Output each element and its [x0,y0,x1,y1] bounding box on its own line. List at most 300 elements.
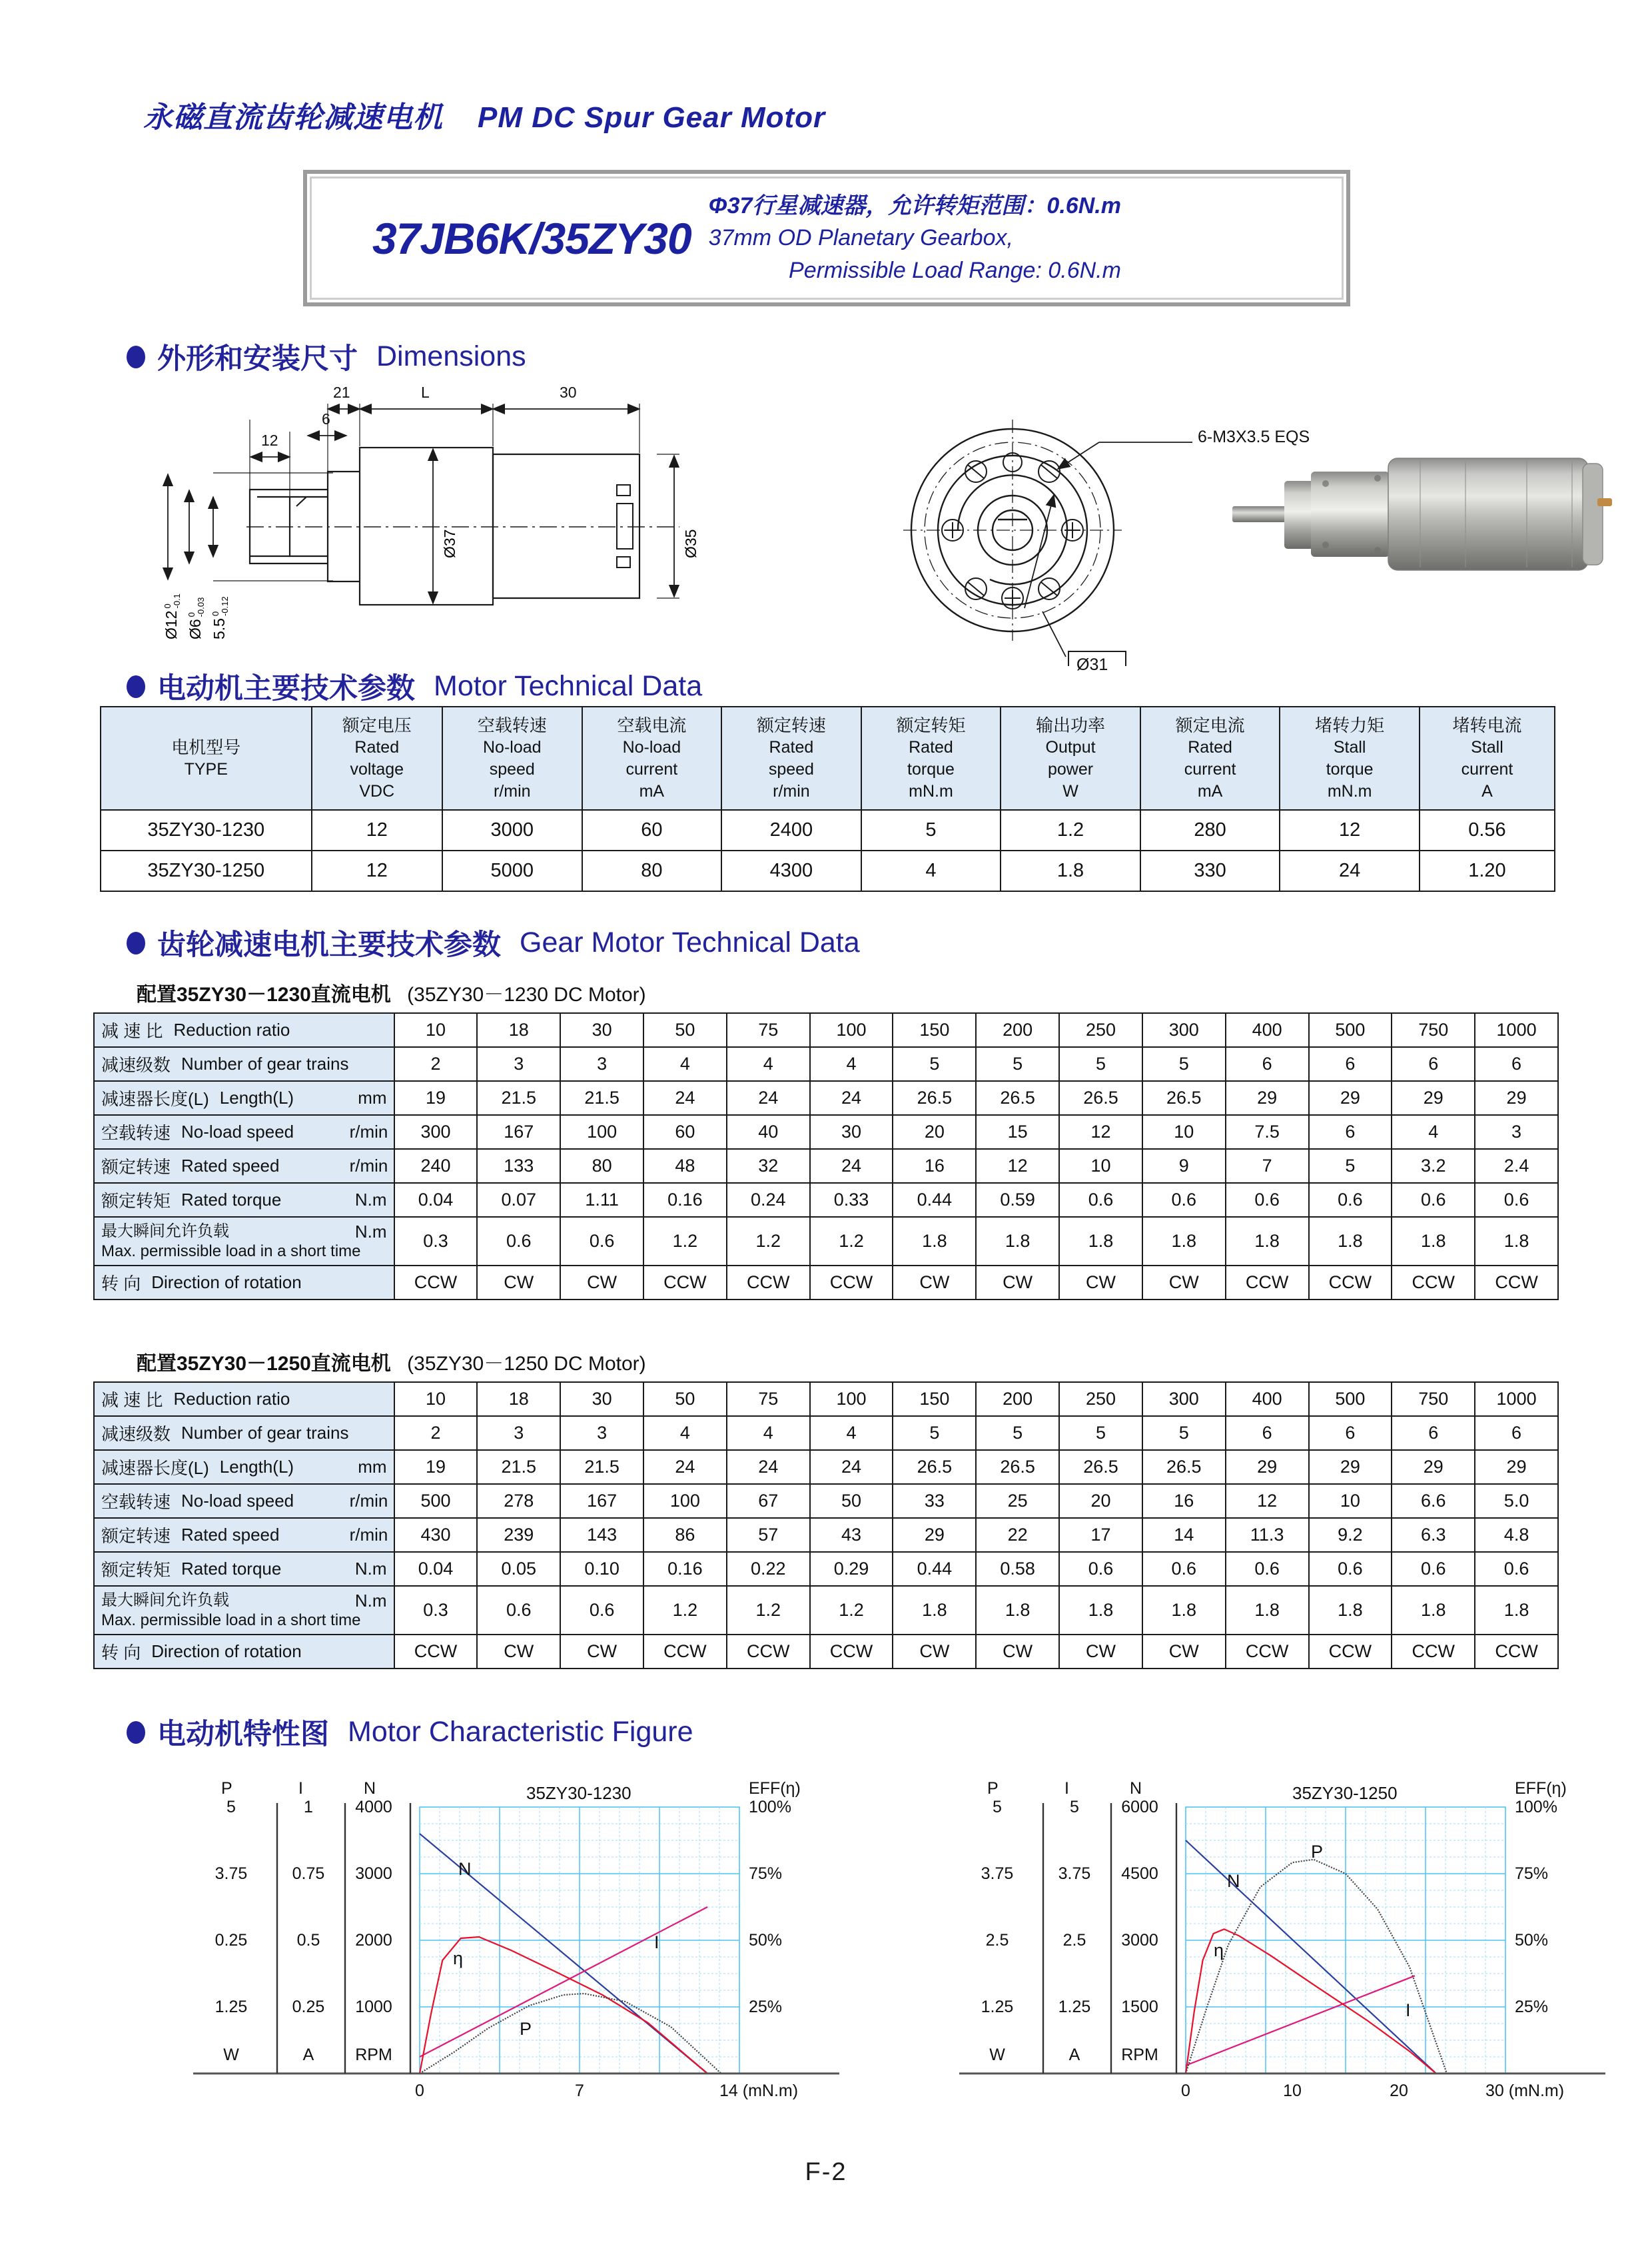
dim-tol55-bot: -0.12 [219,596,230,617]
table-cell: 0.6 [477,1217,560,1266]
table-cell: 300 [394,1115,478,1149]
table-cell: 100 [560,1115,643,1149]
table-cell: 0.10 [560,1552,643,1586]
table-cell: 4 [727,1047,810,1081]
table-cell: 1.2 [810,1217,893,1266]
table-cell: 5 [1142,1047,1226,1081]
gear-row-label-cn: 最大瞬间允许负载 [101,1591,229,1610]
gear-row-label [94,1484,394,1518]
table-cell: 10 [1142,1115,1226,1149]
table-cell: 0.22 [727,1552,810,1586]
table-cell: 1.8 [1142,1586,1226,1635]
table-cell: 0.04 [394,1552,478,1586]
table-cell: 1.2 [643,1217,727,1266]
table-cell: 0.6 [1309,1552,1392,1586]
motor-photo [1226,400,1625,639]
dim-label-L: L [421,384,430,401]
table-cell: CCW [1475,1635,1558,1669]
table-cell: 200 [976,1013,1059,1047]
table-cell: 32 [727,1149,810,1183]
table-cell: 5 [976,1047,1059,1081]
table-cell: CCW [643,1635,727,1669]
table-cell: 80 [560,1149,643,1183]
gear-caption-cn-0: 配置35ZY30－1230直流电机 [137,984,391,1006]
table-row [101,810,1555,851]
section-heading-motor-data [127,666,702,707]
table-cell: 6 [1475,1416,1558,1450]
dim-label-55: 5.5 [210,618,228,639]
table-cell: 0.6 [1475,1183,1558,1217]
dim-tol12-bot: -0.1 [171,593,182,609]
table-cell: 10 [394,1382,478,1416]
axis-name-P: P [987,1779,999,1798]
page-number: F-2 [805,2158,847,2186]
header-en: Stall [1333,738,1366,757]
table-cell: 0.6 [1392,1552,1475,1586]
x-tick-0: 0 [415,2081,424,2100]
chart-title: 35ZY30-1250 [1292,1783,1398,1803]
table-cell: 1.8 [1475,1586,1558,1635]
table-cell: 26.5 [976,1081,1059,1115]
table-cell: 16 [1142,1484,1226,1518]
table-cell: 239 [477,1518,560,1552]
table-cell: 0.44 [893,1183,976,1217]
gear-row-label [94,1518,394,1552]
table-row [94,1586,1558,1635]
table-cell: 5 [1059,1047,1142,1081]
gear-row-label-cn: 减 速 比 [101,1021,163,1041]
header-en: TYPE [184,760,228,779]
table-cell: CW [1059,1635,1142,1669]
header-en: Rated [909,738,953,757]
table-cell: 400 [1226,1382,1309,1416]
table-cell: 1.8 [1309,1217,1392,1266]
table-cell: 24 [727,1081,810,1115]
motor-table-header-5 [861,707,1001,810]
table-cell: 6 [1309,1115,1392,1149]
section-heading-characteristic [127,1712,693,1752]
model-code: 37JB6K/35ZY30 [372,213,691,263]
table-cell: 1.2 [727,1217,810,1266]
table-cell: 6 [1309,1047,1392,1081]
axis-tick-N-2: 3000 [1121,1931,1158,1950]
table-cell: 1.2 [1001,810,1140,851]
gear-row-label-cn: 最大瞬间允许负载 [101,1222,229,1241]
table-cell: 1.8 [976,1586,1059,1635]
table-cell: 29 [1475,1450,1558,1484]
table-cell: 12 [1059,1115,1142,1149]
gear-motor-table-1250 [93,1381,1559,1669]
gear-row-label-cn: 减速级数 [101,1055,171,1075]
table-cell: 0.6 [1475,1552,1558,1586]
table-cell: 1.8 [1059,1586,1142,1635]
table-cell: 21.5 [477,1450,560,1484]
table-cell: 2 [394,1416,478,1450]
gear-row-label-cn: 额定转矩 [101,1191,171,1211]
table-cell: 0.6 [1226,1183,1309,1217]
header-cn: 空载转速 [477,715,547,735]
table-cell: 43 [810,1518,893,1552]
table-cell: 24 [810,1149,893,1183]
table-cell: 60 [582,810,722,851]
table-cell: 1.2 [643,1586,727,1635]
table-cell: CW [477,1266,560,1300]
dim-tol6-top: 0 [187,612,197,617]
gear-row-label [94,1635,394,1669]
gear-row-label-cn: 转 向 [101,1274,141,1294]
table-cell: 5 [976,1416,1059,1450]
gear-row-label-en: Number of gear trains [181,1423,349,1443]
series-label-N: N [1227,1871,1240,1891]
table-cell: 0.3 [394,1586,478,1635]
table-cell: 6 [1226,1416,1309,1450]
table-cell: 17 [1059,1518,1142,1552]
header-en: Rated [769,738,814,757]
dim-label-dia6: Ø6 [187,619,204,639]
axis-name-I: I [298,1779,303,1798]
table-cell: 3 [560,1047,643,1081]
dim-label-30: 30 [560,384,577,401]
header-en: mA [1197,782,1223,801]
gear-row-unit: N.m [354,1591,387,1611]
section-gear-data-en: Gear Motor Technical Data [520,927,860,958]
section-characteristic-en: Motor Characteristic Figure [348,1716,693,1748]
characteristic-chart-1230 [180,1768,846,2141]
table-cell: 6 [1475,1047,1558,1081]
gear-row-unit: mm [358,1088,387,1108]
model-description [709,190,1121,286]
table-cell: 5 [1309,1149,1392,1183]
table-cell: 6 [1309,1416,1392,1450]
dim-label-12: 12 [261,432,278,449]
table-cell: 4 [861,851,1001,891]
table-cell: 29 [893,1518,976,1552]
table-header-row [101,707,1555,810]
bullet-icon [127,932,145,954]
table-cell: 1.8 [1226,1586,1309,1635]
header-en: mA [639,782,665,801]
section-heading-dimensions [127,336,526,377]
gear-row-label-cn: 减速器长度(L) [101,1458,209,1478]
header-cn: 额定电压 [342,715,412,735]
motor-technical-data-table [100,706,1555,892]
table-cell: 50 [643,1013,727,1047]
table-cell: 0.33 [810,1183,893,1217]
gear-row-unit: r/min [349,1525,388,1545]
header-en: r/min [773,782,810,801]
table-cell: 26.5 [893,1081,976,1115]
axis-tick-P-1: 3.75 [981,1864,1014,1883]
table-cell: 10 [1059,1149,1142,1183]
table-cell: CCW [1392,1266,1475,1300]
x-tick-1: 7 [575,2081,584,2100]
gear-row-label-en: No-load speed [181,1491,294,1511]
gear-row-label-en: Length(L) [219,1457,294,1477]
gear-row-unit: mm [358,1457,387,1477]
axis-tick-I-0: 5 [1070,1798,1079,1816]
header-cn: 电机型号 [171,737,241,757]
axis-tick-N-0: 4000 [355,1798,392,1816]
table-cell: 29 [1392,1081,1475,1115]
table-row [94,1047,1558,1081]
table-cell: 0.58 [976,1552,1059,1586]
table-cell: 24 [810,1081,893,1115]
gear-row-label [94,1586,394,1635]
axis-tick-N-0: 6000 [1121,1798,1158,1816]
table-cell: 19 [394,1450,478,1484]
table-cell: 3 [560,1416,643,1450]
x-tick-3: 30 (mN.m) [1485,2081,1565,2100]
table-cell: 150 [893,1382,976,1416]
table-cell: 16 [893,1149,976,1183]
section-dimensions-en: Dimensions [376,340,526,372]
table-cell: 29 [1226,1450,1309,1484]
axis-name-N: N [1130,1779,1142,1798]
motor-table-header-9 [1420,707,1555,810]
header-cn: 额定电流 [1175,715,1245,735]
gear-row-label [94,1217,394,1266]
header-cn: 额定转矩 [896,715,966,735]
model-title-box [303,170,1350,306]
table-cell: 100 [643,1484,727,1518]
table-cell: CW [1142,1266,1226,1300]
table-cell: 35ZY30-1230 [101,810,312,851]
table-cell: 250 [1059,1013,1142,1047]
table-cell: 3 [1475,1115,1558,1149]
table-cell: 86 [643,1518,727,1552]
gear-row-label-en: Direction of rotation [151,1272,302,1293]
gear-row-unit: r/min [349,1491,388,1511]
table-cell: 200 [976,1382,1059,1416]
gear-row-label-en: Max. permissible load in a short time [101,1611,361,1629]
axis-tick-eff-1: 75% [749,1864,783,1883]
table-cell: 240 [394,1149,478,1183]
table-cell: 3.2 [1392,1149,1475,1183]
table-cell: CW [1059,1266,1142,1300]
gear-row-unit: N.m [354,1190,387,1210]
gear-row-label [94,1266,394,1300]
table-cell: 24 [643,1081,727,1115]
axis-tick-I-1: 0.75 [292,1864,325,1883]
header-en: Stall [1471,738,1503,757]
table-cell: 6 [1226,1047,1309,1081]
series-label-N: N [458,1859,472,1879]
table-cell: 0.6 [1226,1552,1309,1586]
table-cell: 1.8 [1059,1217,1142,1266]
gear-row-label-cn: 额定转矩 [101,1560,171,1580]
gear-row-unit: N.m [354,1559,387,1579]
axis-tick-P-0: 5 [993,1798,1002,1816]
table-cell: 4 [727,1416,810,1450]
table-cell: 100 [810,1382,893,1416]
gear-row-label [94,1416,394,1450]
gear-row-label [94,1450,394,1484]
table-cell: 2 [394,1047,478,1081]
series-label-I: I [1406,2000,1411,2020]
series-label-eta: η [453,1948,464,1968]
table-cell: CCW [1309,1266,1392,1300]
table-cell: 24 [643,1450,727,1484]
table-cell: 29 [1392,1450,1475,1484]
table-cell: 26.5 [1142,1081,1226,1115]
table-cell: 19 [394,1081,478,1115]
table-cell: 1.8 [893,1217,976,1266]
table-cell: 5.0 [1475,1484,1558,1518]
gear-row-label-en: Rated torque [181,1190,282,1210]
axis-tick-N-3: 1000 [355,1998,392,2016]
table-cell: 0.16 [643,1552,727,1586]
series-label-I: I [654,1932,659,1952]
table-cell: CW [477,1635,560,1669]
table-cell: 300 [1142,1382,1226,1416]
table-row [94,1635,1558,1669]
table-cell: 750 [1392,1013,1475,1047]
table-cell: 4.8 [1475,1518,1558,1552]
motor-table-header-6 [1001,707,1140,810]
table-cell: 12 [312,810,442,851]
table-cell: 29 [1309,1450,1392,1484]
table-cell: 6 [1392,1047,1475,1081]
table-cell: 18 [477,1382,560,1416]
table-cell: 0.29 [810,1552,893,1586]
table-cell: 6.3 [1392,1518,1475,1552]
axis-tick-P-1: 3.75 [214,1864,248,1883]
table-cell: 35ZY30-1250 [101,851,312,891]
table-cell: 9.2 [1309,1518,1392,1552]
table-row [94,1484,1558,1518]
section-gear-data-cn: 齿轮减速电机主要技术参数 [157,929,501,961]
gear-table-caption-1 [137,1347,646,1376]
section-heading-gear-data [127,923,860,963]
table-cell: 0.59 [976,1183,1059,1217]
x-tick-2: 14 (mN.m) [719,2081,799,2100]
table-row [94,1013,1558,1047]
series-label-P: P [520,2019,532,2039]
table-cell: 250 [1059,1382,1142,1416]
table-row [94,1183,1558,1217]
table-cell: 1.8 [1309,1586,1392,1635]
table-cell: 0.44 [893,1552,976,1586]
section-motor-data-en: Motor Technical Data [434,670,703,702]
table-row [94,1450,1558,1484]
header-cn: 额定转速 [756,715,826,735]
header-en: current [1461,760,1513,779]
header-en: No-load [622,738,681,757]
table-cell: 5 [893,1047,976,1081]
gear-row-label-cn: 减速器长度(L) [101,1089,209,1109]
table-cell: 0.6 [1059,1552,1142,1586]
x-tick-2: 20 [1390,2081,1408,2100]
table-cell: 21.5 [560,1081,643,1115]
series-label-P: P [1311,1842,1324,1862]
table-cell: CCW [1226,1266,1309,1300]
table-cell: 300 [1142,1013,1226,1047]
table-cell: 150 [893,1013,976,1047]
axis-tick-P-0: 5 [226,1798,236,1816]
table-cell: 4 [810,1416,893,1450]
table-cell: 12 [1226,1484,1309,1518]
gear-row-label-cn: 额定转速 [101,1526,171,1546]
motor-table-header-4 [721,707,861,810]
table-cell: CCW [1475,1266,1558,1300]
header-en: mN.m [909,782,953,801]
x-tick-0: 0 [1181,2081,1190,2100]
table-cell: 4 [810,1047,893,1081]
table-cell: 4 [643,1416,727,1450]
axis-name-P: P [221,1779,232,1798]
table-cell: 330 [1140,851,1280,891]
table-cell: 500 [1309,1382,1392,1416]
x-tick-1: 10 [1283,2081,1302,2100]
table-cell: 1000 [1475,1013,1558,1047]
table-cell: 278 [477,1484,560,1518]
axis-tick-eff-0: 100% [1515,1798,1557,1816]
table-cell: 60 [643,1115,727,1149]
gear-row-label-en: Direction of rotation [151,1641,302,1662]
table-cell: 0.05 [477,1552,560,1586]
dimension-drawing [133,380,1545,674]
header-en: current [1184,760,1236,779]
table-cell: CCW [727,1266,810,1300]
table-cell: 1.8 [1001,851,1140,891]
table-cell: CCW [394,1635,478,1669]
table-cell: 1.8 [1142,1217,1226,1266]
table-cell: 167 [560,1484,643,1518]
table-cell: 0.6 [1309,1183,1392,1217]
table-cell: CW [560,1635,643,1669]
axis-tick-P-2: 0.25 [214,1931,248,1950]
table-cell: 0.24 [727,1183,810,1217]
header-cn: 堵转力矩 [1315,715,1385,735]
table-cell: 11.3 [1226,1518,1309,1552]
table-cell: CW [893,1635,976,1669]
table-cell: 50 [810,1484,893,1518]
table-cell: 0.6 [477,1586,560,1635]
table-cell: 0.3 [394,1217,478,1266]
gear-motor-table-1230 [93,1012,1559,1300]
model-desc-en2: Permissible Load Range: 0.6N.m [789,257,1121,283]
model-desc-cn: Φ37行星减速器，允许转矩范围：0.6N.m [708,193,1121,219]
table-row [94,1266,1558,1300]
section-dimensions-cn: 外形和安装尺寸 [157,343,358,375]
table-body [101,810,1555,891]
axis-tick-I-3: 0.25 [292,1998,325,2016]
table-cell: 133 [477,1149,560,1183]
table-cell: 0.6 [560,1586,643,1635]
gear-row-label-cn: 空载转速 [101,1492,171,1512]
characteristic-chart-1250 [946,1768,1612,2141]
table-cell: 30 [560,1013,643,1047]
bullet-icon [127,1721,145,1744]
dim-label-dia35: Ø35 [682,529,699,558]
table-cell: 143 [560,1518,643,1552]
table-cell: 6 [1392,1416,1475,1450]
table-row [101,851,1555,891]
table-cell: 1.8 [976,1217,1059,1266]
table-row [94,1416,1558,1450]
table-cell: 167 [477,1115,560,1149]
axis-unit-I: A [302,2046,314,2064]
axis-unit-P: W [989,2046,1005,2064]
table-cell: 0.56 [1420,810,1555,851]
gear-row-label-cn: 额定转速 [101,1157,171,1177]
gear-row-label-en: Rated torque [181,1559,282,1579]
dim-tol12-top: 0 [163,603,173,609]
gear-row-label [94,1183,394,1217]
table-cell: 10 [1309,1484,1392,1518]
table-cell: CW [976,1266,1059,1300]
dim-label-dia31: Ø31 [1076,655,1108,674]
